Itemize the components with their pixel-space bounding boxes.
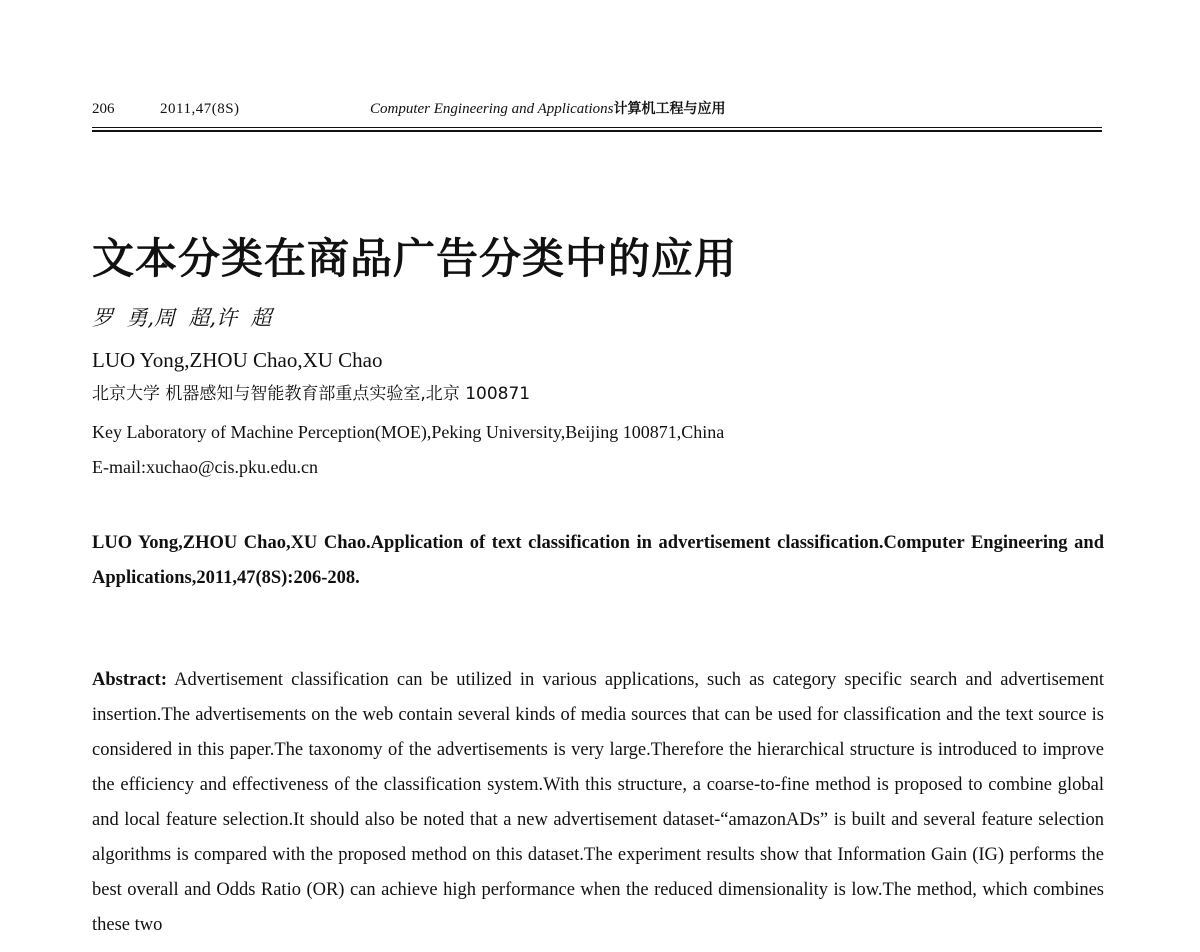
abstract xyxy=(92,663,1104,943)
page-number: 206 xyxy=(92,101,115,117)
journal-name xyxy=(370,100,725,118)
citation: LUO Yong,ZHOU Chao,XU Chao.Application of text classification in advertisement classification.Computer Engineering and Applications,2011,47(8S):206-208. xyxy=(92,533,1104,588)
running-header xyxy=(92,100,1102,122)
journal-name-cn: 计算机工程与应用 xyxy=(613,101,726,117)
authors-cn: 罗 勇,周 超,许 超 xyxy=(92,306,272,330)
paper-title: 文本分类在商品广告分类中的应用 xyxy=(92,234,738,284)
abstract-text: Advertisement classification can be utilized in various applications, such as category specific search and advertisement insertion.The advertisements on the web contain several kinds of media sources that can be used for classification and the text source is considered in this paper.The taxonomy of the advertisements is very large.Therefore the hierarchical structure is introduced to improve the efficiency and effectiveness of the classification system.With this structure, a coarse-to-fine method is proposed to combine global and local feature selection.It should also be noted that a new advertisement dataset-“amazonADs” is built and several feature selection algorithms is compared with the proposed method on this dataset.The experiment results show that Information Gain (IG) performs the best overall and Odds Ratio (OR) can achieve high performance when the reduced dimensionality is low.The method, which combines these two xyxy=(92,670,1105,935)
header-rule-thick xyxy=(92,130,1102,132)
author-email: E-mail:xuchao@cis.pku.edu.cn xyxy=(92,457,319,477)
authors-en: LUO Yong,ZHOU Chao,XU Chao xyxy=(92,348,383,372)
journal-name-en: Computer Engineering and Applications xyxy=(370,101,614,117)
affiliation-cn: 北京大学 机器感知与智能教育部重点实验室,北京 100871 xyxy=(92,384,531,404)
header-rule-thin xyxy=(92,127,1102,128)
issue-info: 2011,47(8S) xyxy=(160,101,240,117)
affiliation-en: Key Laboratory of Machine Perception(MOE),Peking University,Beijing 100871,China xyxy=(92,422,725,442)
abstract-label: Abstract: xyxy=(92,670,168,690)
